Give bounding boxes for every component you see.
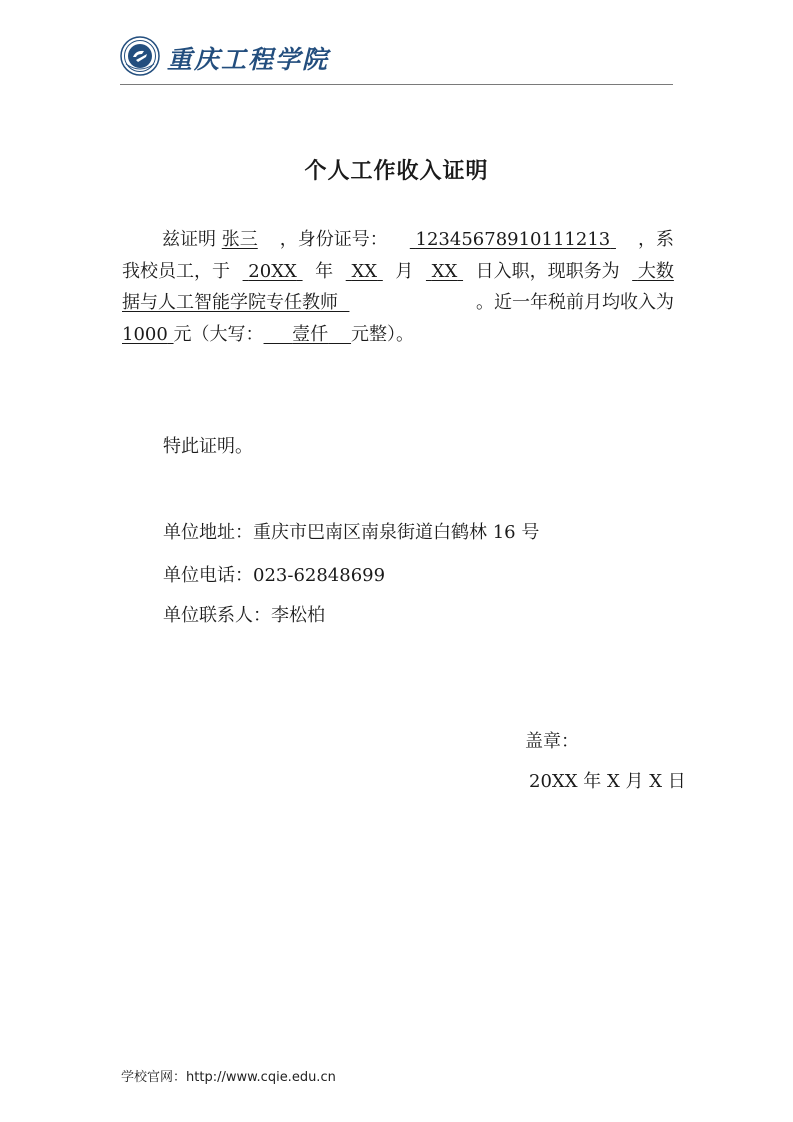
declaration: 特此证明。	[163, 436, 253, 457]
school-seal-icon	[120, 36, 160, 76]
seal-label: 盖章：	[525, 731, 579, 752]
unit-address: 单位地址：重庆市巴南区南泉街道白鹤林 16 号	[163, 522, 540, 543]
join-day: XX	[431, 260, 458, 282]
page-footer	[121, 1066, 336, 1085]
position-part-2: 据与人工智能学院专任教师	[122, 292, 338, 313]
school-name-logo: 重庆工程学院	[167, 45, 330, 74]
join-month: XX	[351, 260, 378, 282]
employee-name: 张三	[221, 229, 258, 250]
unit-contact: 单位联系人：李松柏	[163, 605, 325, 626]
paragraph-line-3: 据与人工智能学院专任教师 。近一年税前月均收入为	[122, 287, 674, 319]
website-label: 学校官网：	[121, 1070, 187, 1085]
paragraph-line-1: 兹证明 张三 ，身份证号： 12345678910111213 ，系	[122, 224, 674, 256]
website-link[interactable]: http://www.cqie.edu.cn	[186, 1070, 336, 1085]
page-header	[120, 34, 673, 84]
join-year: 20XX	[248, 260, 297, 282]
income-chinese: 壹仟	[292, 323, 329, 345]
signature-date: 20XX 年 X 月 X 日	[529, 771, 686, 792]
income-amount: 1000	[122, 323, 168, 345]
header-divider	[120, 84, 673, 85]
certificate-paragraph	[122, 224, 674, 350]
unit-phone: 单位电话：023-62848699	[163, 565, 386, 586]
paragraph-line-4: 1000 元（大写： 壹仟 元整）。	[122, 323, 415, 345]
document-title: 个人工作收入证明	[304, 158, 489, 184]
id-number: 12345678910111213	[415, 229, 611, 250]
position-part-1: 大数	[637, 260, 674, 282]
paragraph-line-2: 我校员工，于 20XX 年 XX 月 XX 日入职，现职务为 大数	[122, 256, 674, 288]
